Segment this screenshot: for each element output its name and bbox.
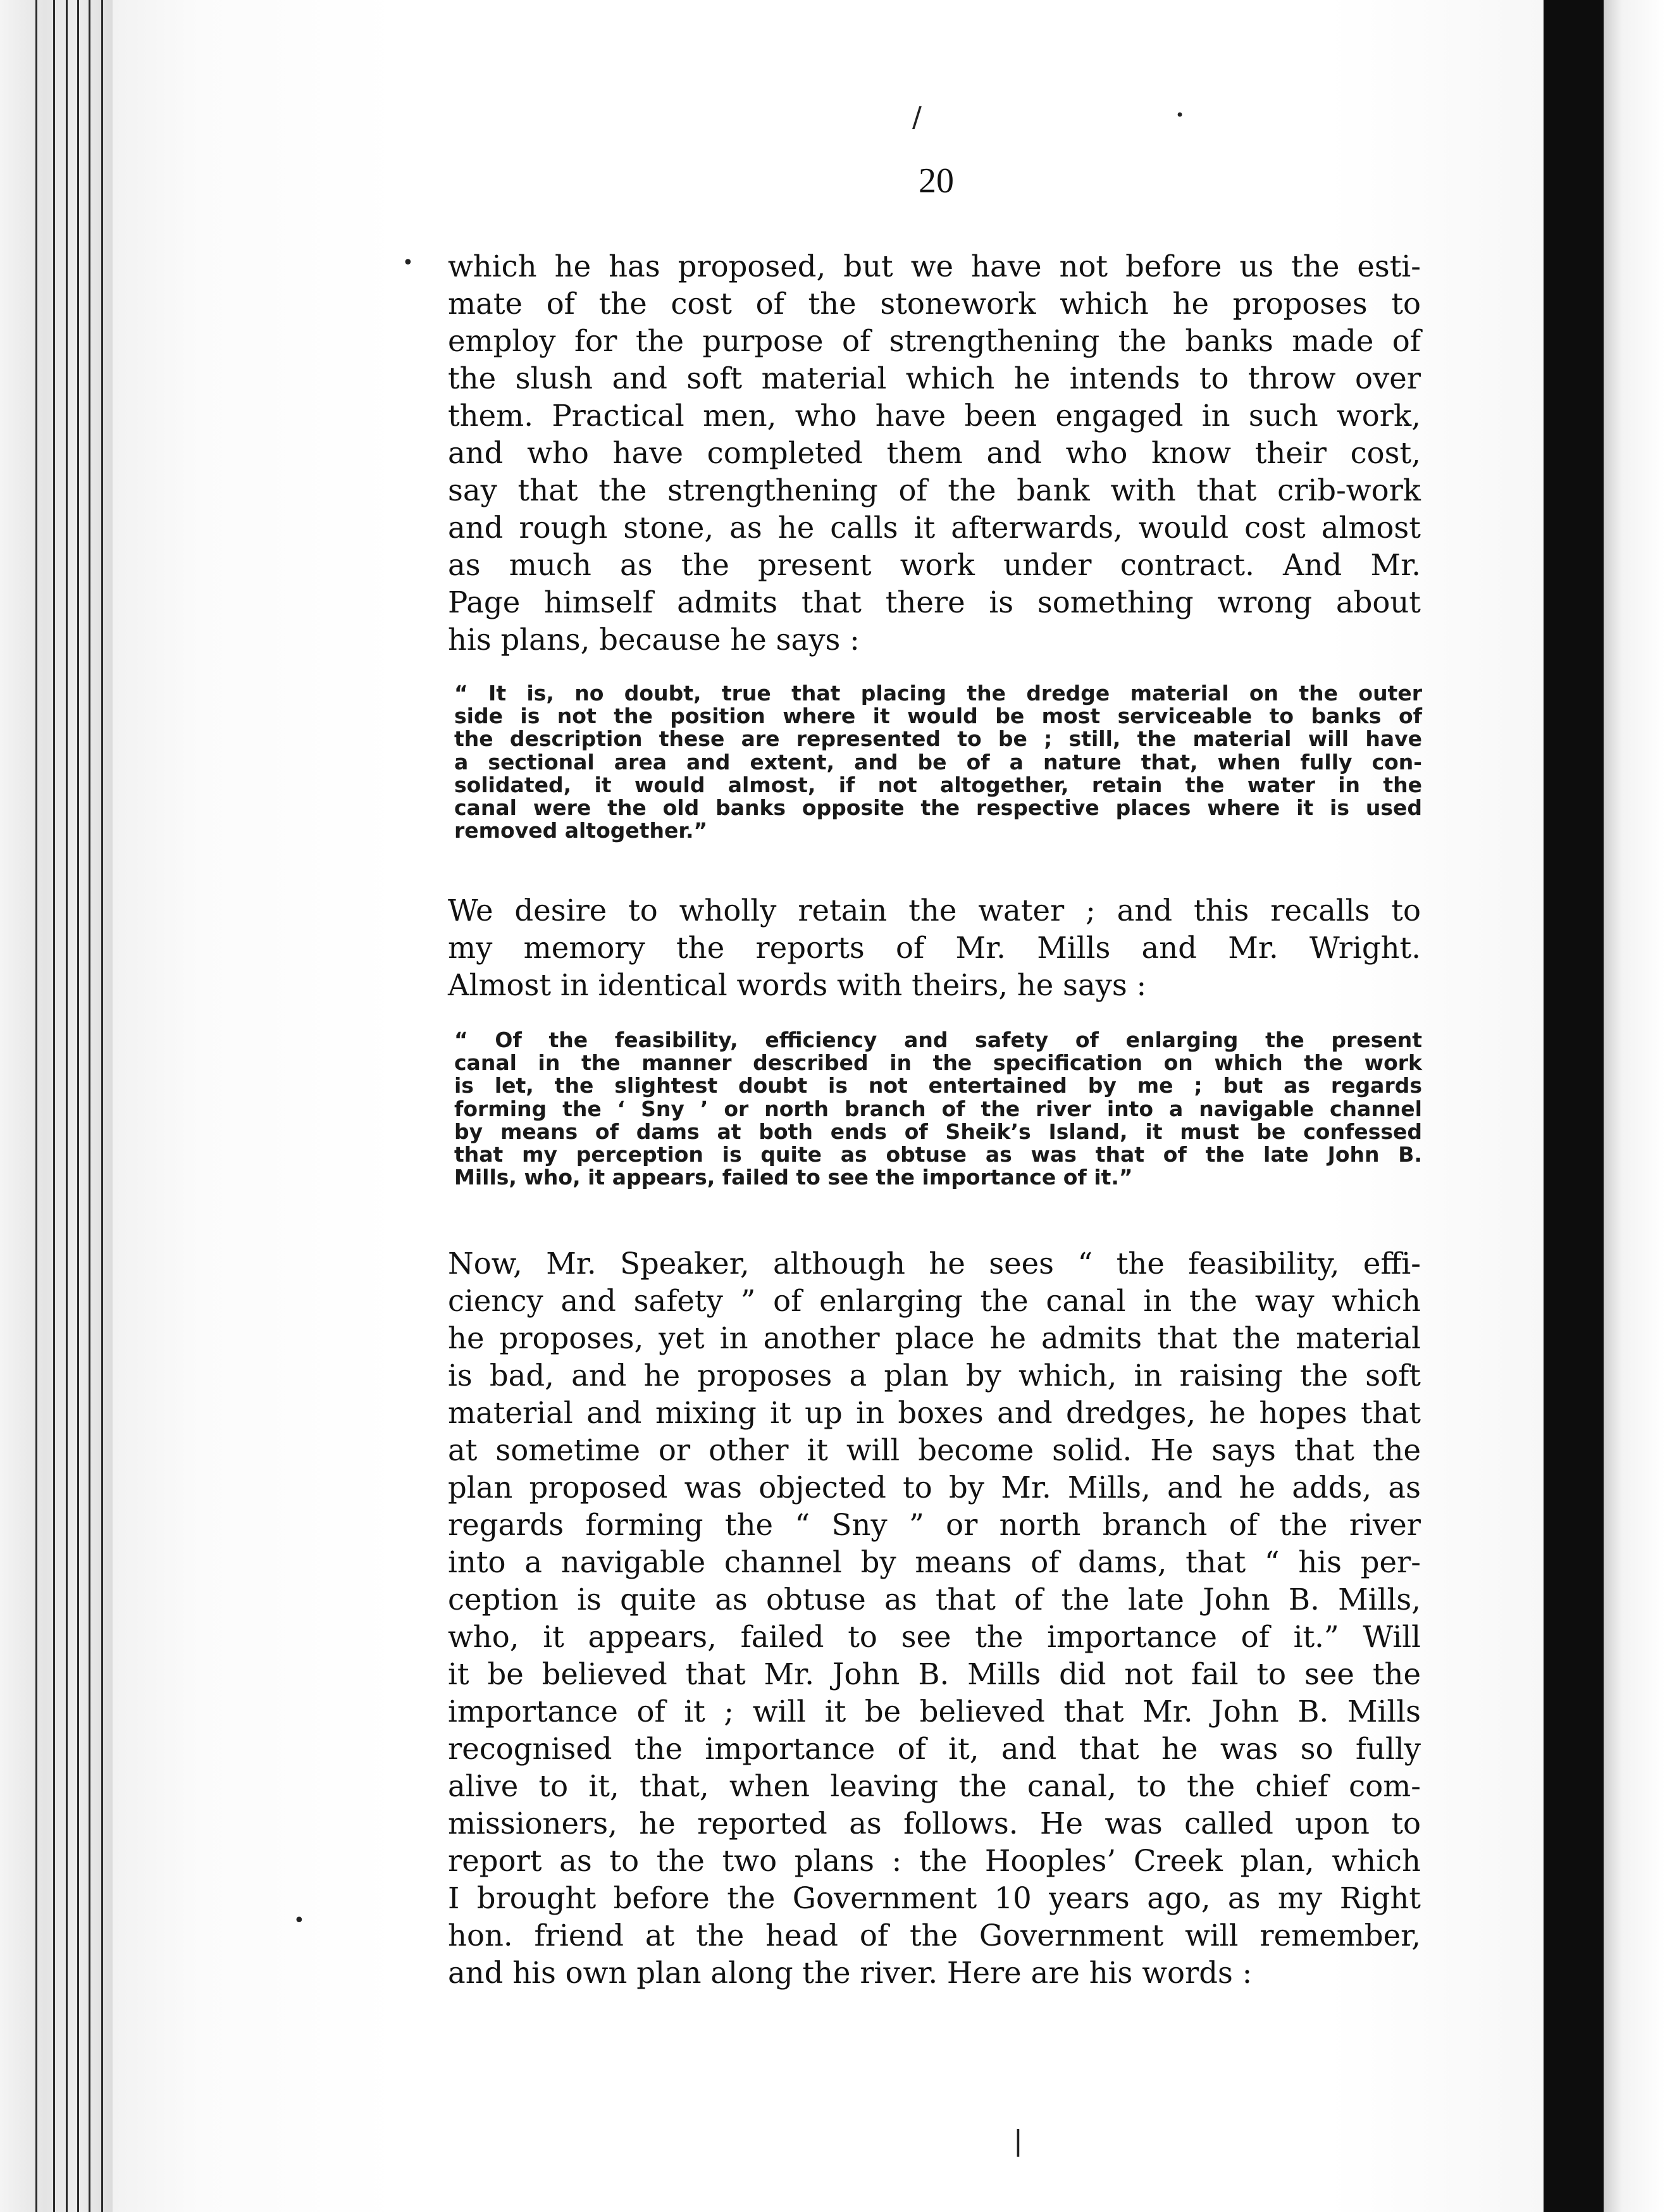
text-line: alive to it, that, when leaving the canal, to the chief com- bbox=[448, 1769, 1421, 1803]
text-line: his plans, because he says : bbox=[448, 623, 860, 657]
paragraph-3 bbox=[448, 1245, 1421, 1992]
text-line: importance of it ; will it be believed that Mr. John B. Mills bbox=[448, 1694, 1421, 1729]
paragraph-2 bbox=[448, 892, 1421, 1004]
text-line: report as to the two plans : the Hooples’ Creek plan, which bbox=[448, 1844, 1421, 1878]
binding-shadow bbox=[1544, 0, 1604, 2212]
text-line: my memory the reports of Mr. Mills and Mr. Wright. bbox=[448, 931, 1421, 965]
text-line: plan proposed was objected to by Mr. Mills, and he adds, as bbox=[448, 1470, 1421, 1505]
page-number: 20 bbox=[919, 161, 954, 201]
text-line: Mills, who, it appears, failed to see the importance of it.” bbox=[454, 1165, 1133, 1190]
speck-mark: • bbox=[294, 1910, 305, 1932]
speck-mark: • bbox=[402, 252, 414, 274]
text-line: is let, the slightest doubt is not entertained by me ; but as regards bbox=[454, 1073, 1422, 1098]
text-line: hon. friend at the head of the Government will remember, bbox=[448, 1918, 1421, 1953]
text-line: removed altogether.” bbox=[454, 818, 708, 843]
text-line: and rough stone, as he calls it afterwards, would cost almost bbox=[448, 511, 1421, 545]
page-edge-line bbox=[66, 0, 68, 2212]
text-line: We desire to wholly retain the water ; and this recalls to bbox=[448, 893, 1421, 928]
text-line: “ It is, no doubt, true that placing the dredge material on the outer bbox=[454, 681, 1422, 705]
text-line: he proposes, yet in another place he admits that the material bbox=[448, 1321, 1421, 1355]
text-line: into a navigable channel by means of dams, that “ his per- bbox=[448, 1545, 1421, 1579]
text-line: material and mixing it up in boxes and dredges, he hopes that bbox=[448, 1396, 1421, 1430]
text-line: and his own plan along the river. Here are his words : bbox=[448, 1956, 1253, 1990]
text-line: forming the ‘ Sny ’ or north branch of the river into a navigable channel bbox=[454, 1096, 1422, 1121]
text-line: regards forming the “ Sny ” or north branch of the river bbox=[448, 1508, 1421, 1542]
page-edge-line bbox=[53, 0, 55, 2212]
text-line: Page himself admits that there is something wrong about bbox=[448, 585, 1421, 619]
text-line: who, it appears, failed to see the importance of it.” Will bbox=[448, 1620, 1421, 1654]
text-line: is bad, and he proposes a plan by which, in raising the soft bbox=[448, 1358, 1421, 1393]
page-edge-line bbox=[101, 0, 103, 2212]
text-line: “ Of the feasibility, efficiency and safety of enlarging the present bbox=[454, 1028, 1422, 1052]
text-line: that my perception is quite as obtuse as was that of the late John B. bbox=[454, 1142, 1422, 1167]
text-line: ception is quite as obtuse as that of the late John B. Mills, bbox=[448, 1582, 1421, 1617]
text-line: missioners, he reported as follows. He was called upon to bbox=[448, 1806, 1421, 1841]
text-line: which he has proposed, but we have not before us the esti- bbox=[448, 249, 1421, 283]
text-line: as much as the present work under contract. And Mr. bbox=[448, 548, 1421, 582]
text-line: them. Practical men, who have been engaged in such work, bbox=[448, 399, 1421, 433]
page-edge-line bbox=[89, 0, 90, 2212]
speck-mark: | bbox=[1013, 2125, 1023, 2157]
text-line: side is not the position where it would be most serviceable to banks of bbox=[454, 704, 1422, 729]
speck-mark: • bbox=[1175, 106, 1185, 124]
text-line: solidated, it would almost, if not altogether, retain the water in the bbox=[454, 772, 1422, 797]
text-line: Now, Mr. Speaker, although he sees “ the feasibility, effi- bbox=[448, 1246, 1421, 1281]
text-line: it be believed that Mr. John B. Mills did not fail to see the bbox=[448, 1657, 1421, 1691]
text-line: employ for the purpose of strengthening the banks made of bbox=[448, 324, 1421, 358]
paragraph-1 bbox=[448, 248, 1421, 659]
text-line: say that the strengthening of the bank with that crib-work bbox=[448, 473, 1421, 507]
text-line: I brought before the Government 10 years ago, as my Right bbox=[448, 1881, 1421, 1915]
speck-mark: / bbox=[912, 101, 922, 134]
text-line: canal in the manner described in the specification on which the work bbox=[454, 1050, 1422, 1076]
text-line: Almost in identical words with theirs, he says : bbox=[448, 968, 1147, 1002]
text-line: mate of the cost of the stonework which he proposes to bbox=[448, 287, 1421, 321]
text-line: the slush and soft material which he intends to throw over bbox=[448, 361, 1421, 395]
page-stack-edges bbox=[0, 0, 113, 2212]
text-line: a sectional area and extent, and be of a nature that, when fully con- bbox=[454, 749, 1422, 774]
page-edge-line bbox=[35, 0, 37, 2212]
text-line: by means of dams at both ends of Sheik’s Island, it must be confessed bbox=[454, 1119, 1422, 1144]
text-line: canal were the old banks opposite the respective places where it is used bbox=[454, 795, 1422, 821]
block-quote-1 bbox=[454, 682, 1422, 842]
text-line: recognised the importance of it, and that he was so fully bbox=[448, 1732, 1421, 1766]
facing-page-edge bbox=[1604, 0, 1665, 2212]
text-line: at sometime or other it will become solid. He says that the bbox=[448, 1433, 1421, 1467]
text-line: the description these are represented to be ; still, the material will have bbox=[454, 726, 1422, 752]
page-edge-line bbox=[77, 0, 79, 2212]
text-line: and who have completed them and who know their cost, bbox=[448, 436, 1421, 470]
block-quote-2 bbox=[454, 1029, 1422, 1189]
text-line: ciency and safety ” of enlarging the canal in the way which bbox=[448, 1284, 1421, 1318]
